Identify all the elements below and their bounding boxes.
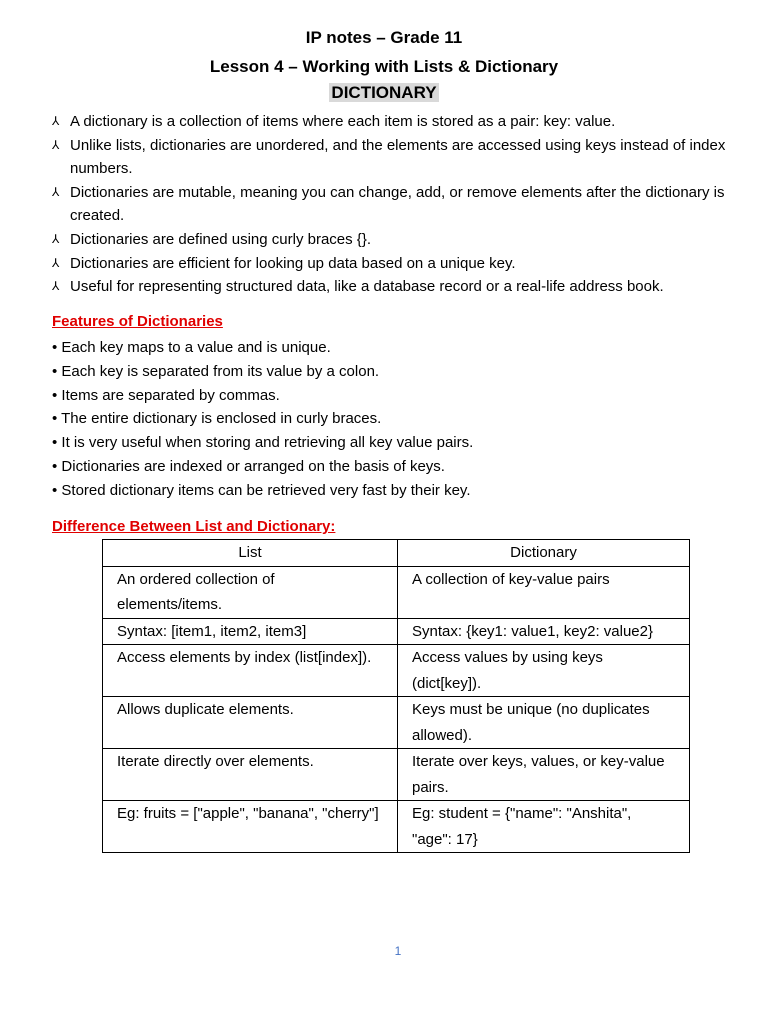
bullet-marker-icon: ⅄ <box>52 137 60 152</box>
features-heading: Features of Dictionaries <box>52 313 223 330</box>
document-title: IP notes – Grade 11 <box>305 28 463 47</box>
table-row <box>103 566 690 618</box>
bullet-marker-icon: ⅄ <box>52 184 60 199</box>
table-row <box>103 749 690 801</box>
table-cell-list: An ordered collection of elements/items. <box>103 566 398 618</box>
bullet-marker-icon: ⅄ <box>52 255 60 270</box>
page-number: 1 <box>394 944 402 958</box>
feature-item: • Each key maps to a value and is unique. <box>52 339 331 356</box>
intro-bullet-item <box>52 275 742 299</box>
table-header-row <box>103 540 690 567</box>
table-row <box>103 618 690 645</box>
table-cell-dictionary: Access values by using keys (dict[key]). <box>398 645 690 697</box>
table-cell-dictionary: Eg: student = {"name": "Anshita", "age": 17} <box>398 801 690 853</box>
intro-bullet-item <box>52 252 742 276</box>
intro-bullet-item <box>52 181 742 228</box>
intro-bullet-list <box>52 110 742 299</box>
feature-item: • Each key is separated from its value by a colon. <box>52 362 380 380</box>
feature-item: • Stored dictionary items can be retrieved very fast by their key. <box>52 481 471 499</box>
feature-item: • It is very useful when storing and retrieving all key value pairs. <box>52 434 474 452</box>
intro-bullet-text: Useful for representing structured data, like a database record or a real-life address book. <box>70 278 664 296</box>
table-cell-list: Access elements by index (list[index]). <box>103 645 398 697</box>
table-cell-list: Syntax: [item1, item2, item3] <box>103 618 398 645</box>
lesson-title: Lesson 4 – Working with Lists & Dictionary <box>209 57 559 76</box>
table-cell-list: Allows duplicate elements. <box>103 697 398 749</box>
table-row <box>103 697 690 749</box>
intro-bullet-item <box>52 134 742 181</box>
table-cell-list: Eg: fruits = ["apple", "banana", "cherry"] <box>103 801 398 853</box>
feature-item: • The entire dictionary is enclosed in curly braces. <box>52 410 382 428</box>
intro-bullet-text: Dictionaries are efficient for looking up data based on a unique key. <box>70 254 516 272</box>
intro-bullet-item <box>52 228 742 252</box>
intro-bullet-item <box>52 110 742 134</box>
table-body <box>103 566 690 853</box>
section-title-text: DICTIONARY <box>331 83 437 102</box>
difference-heading: Difference Between List and Dictionary: <box>52 518 336 535</box>
intro-bullet-text: Dictionaries are defined using curly braces {}. <box>70 230 371 248</box>
table-cell-dictionary: Keys must be unique (no duplicates allowed). <box>398 697 690 749</box>
column-header-list: List <box>103 540 398 567</box>
feature-item: • Items are separated by commas. <box>52 386 280 404</box>
comparison-table <box>102 539 690 853</box>
features-list <box>52 336 732 503</box>
table-cell-dictionary: Syntax: {key1: value1, key2: value2} <box>398 618 690 645</box>
column-header-dictionary: Dictionary <box>398 540 690 567</box>
intro-bullet-text: A dictionary is a collection of items where each item is stored as a pair: key: value. <box>70 113 616 130</box>
table-cell-list: Iterate directly over elements. <box>103 749 398 801</box>
intro-bullet-text: Dictionaries are mutable, meaning you can change, add, or remove elements after the dictionary is created. <box>70 183 725 225</box>
table-row <box>103 801 690 853</box>
intro-bullet-text: Unlike lists, dictionaries are unordered, and the elements are accessed using keys instead of index numbers. <box>70 136 726 178</box>
bullet-marker-icon: ⅄ <box>52 279 60 294</box>
bullet-marker-icon: ⅄ <box>52 231 60 246</box>
bullet-marker-icon: ⅄ <box>52 114 60 128</box>
table-cell-dictionary: Iterate over keys, values, or key-value pairs. <box>398 749 690 801</box>
feature-item: • Dictionaries are indexed or arranged on the basis of keys. <box>52 457 445 475</box>
section-title <box>0 83 768 103</box>
table-cell-dictionary: A collection of key-value pairs <box>398 566 690 618</box>
table-row <box>103 645 690 697</box>
